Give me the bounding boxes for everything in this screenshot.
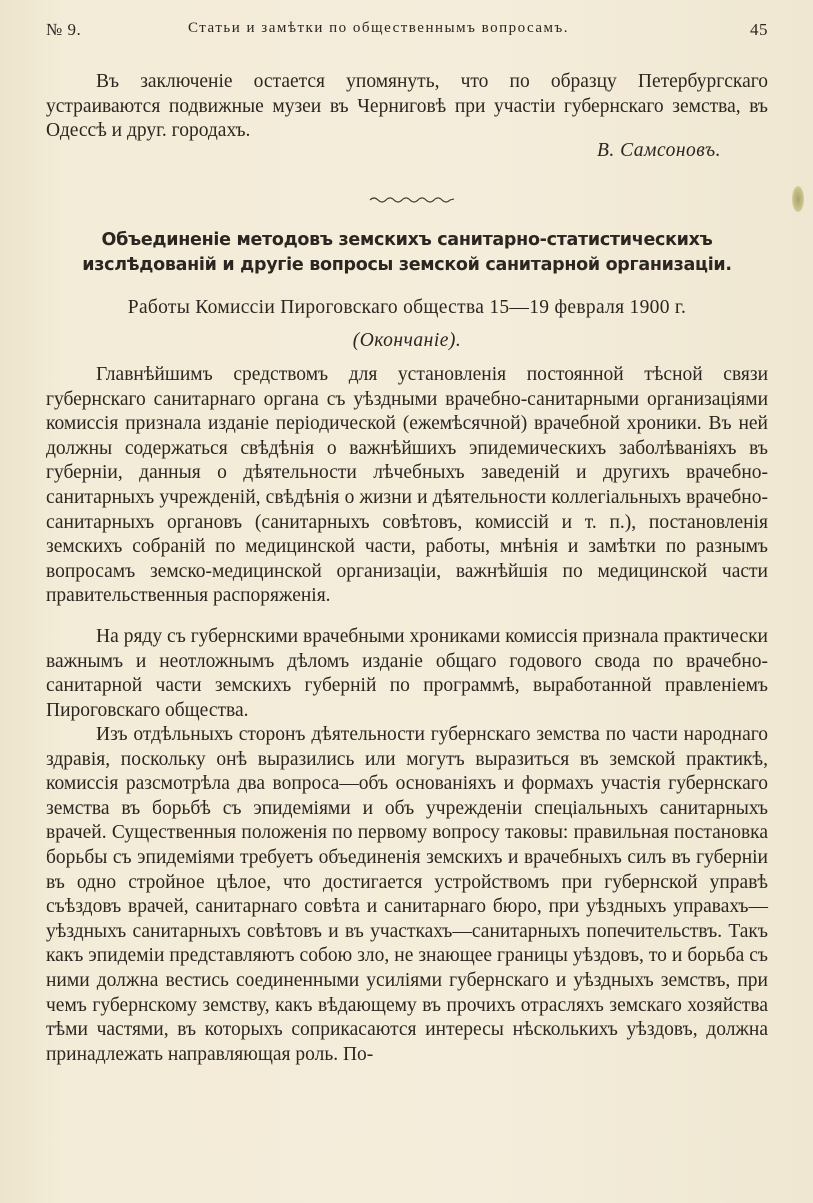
article-subtitle: Работы Комиссіи Пироговскаго общества 15—19 февраля 1900 г.: [127, 297, 687, 318]
paper-stain: [792, 186, 804, 212]
body-paragraph: Главнѣйшимъ средствомъ для установленія постоянной тѣсной связи губернскаго санитарнаго органа съ уѣздными врачебно-санитарными организаціями комиссія признала изданіе періодической (ежемѣсячной) врачебной хроники. Въ ней должны содержаться свѣдѣнія о важнѣйшихъ эпидемическихъ заболѣваніяхъ въ губерніи, данныя о дѣятельности лѣчебныхъ заведеній и другихъ врачебно-санитарныхъ учрежденій, свѣдѣнія о жизни и дѣятельности коллегіальныхъ врачебно-санитарныхъ органовъ (санитарныхъ совѣтовъ, комиссій и т. п.), постановленія земскихъ собраній по медицинской части, работы, мнѣнія и замѣтки по разнымъ вопросамъ земско-медицинской организаціи, важнѣйшія по медицинской части правительственныя распоряженія.: [46, 364, 768, 607]
issue-number: № 9.: [46, 20, 82, 39]
intro-paragraph: Въ заключеніе остается упомянуть, что по образцу Петербургскаго устраиваются подвижные музеи въ Черниговѣ при участіи губернскаго земства, въ Одессѣ и друг. городахъ.: [46, 71, 768, 142]
body-paragraph: На ряду съ губернскими врачебными хрониками комиссія признала практически важнымъ и неотложнымъ дѣломъ изданіе общаго годового свода по врачебно-санитарной части земскихъ губерній по программѣ, выработанной правленіемъ Пироговскаго общества.: [46, 626, 768, 721]
running-header: [46, 20, 768, 46]
author-signature: В. Самсоновъ.: [596, 140, 721, 161]
continuation-note: (Окончаніе).: [352, 330, 462, 351]
body-paragraph: Изъ отдѣльныхъ сторонъ дѣятельности губернскаго земства по части народнаго здравія, поскольку онѣ выразились или могутъ выразиться въ земской практикѣ, комиссія разсмотрѣла два вопроса—объ основаніяхъ и формахъ участія губернскаго земства въ борьбѣ съ эпидеміями и объ учрежденіи спеціальныхъ санитарныхъ врачей. Существенныя положенія по первому вопросу таковы: правильная постановка борьбы съ эпидеміями требуетъ объединенія земскихъ и врачебныхъ силъ въ губерніи въ одно стройное цѣлое, что достигается устройствомъ при губернской управѣ съѣздовъ врачей, санитарнаго совѣта и санитарнаго бюро, при уѣздныхъ управахъ—уѣздныхъ санитарныхъ совѣтовъ и въ участкахъ—санитарныхъ попечительствъ. Такъ какъ эпидеміи представляютъ собою зло, не знающее границы уѣздовъ, то и борьба съ ними должна вестись соединенными усиліями губернскаго и уѣздныхъ земствъ, при чемъ губернскому земству, какъ вѣдающему въ прочихъ отрасляхъ земскаго хозяйства тѣми частями, въ которыхъ соприкасаются интересы нѣсколькихъ уѣздовъ, должна принадлежать направляющая роль. По-: [46, 724, 768, 1065]
page-number: 45: [750, 20, 768, 39]
running-title: Статьи и замѣтки по общественнымъ вопросамъ.: [188, 20, 569, 36]
section-divider-ornament: [368, 194, 456, 204]
article-title: Объединеніе методовъ земскихъ санитарно-статистическихъ изслѣдованій и другіе вопросы земской санитарной организаціи.: [82, 230, 732, 275]
